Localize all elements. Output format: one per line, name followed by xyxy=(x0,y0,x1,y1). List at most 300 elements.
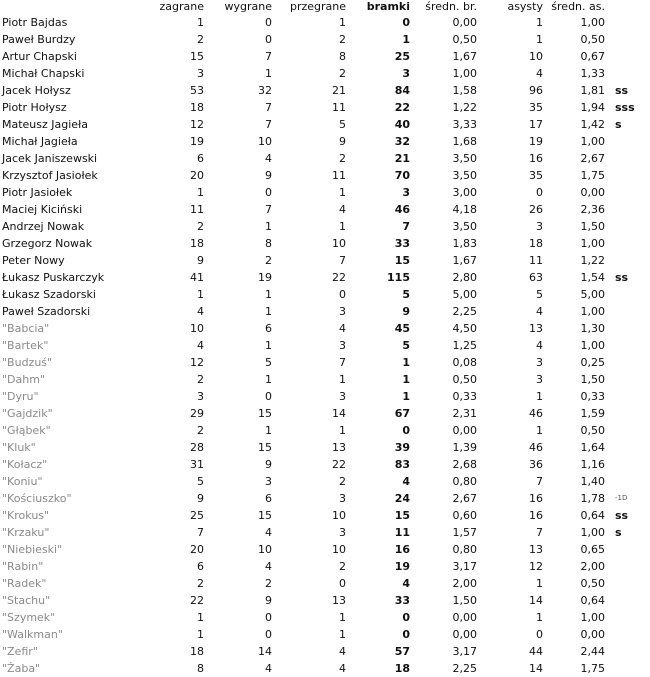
player-tag: s xyxy=(615,526,622,539)
games-won: 32 xyxy=(258,84,272,97)
player-tag xyxy=(607,337,650,354)
table-row xyxy=(0,14,650,31)
games-lost: 8 xyxy=(339,50,346,63)
header-avg-goals: średn. br. xyxy=(425,0,477,13)
games-lost: 22 xyxy=(332,271,346,284)
player-name: "Kościuszko" xyxy=(2,492,72,505)
games-won: 10 xyxy=(258,543,272,556)
avg-goals: 1,83 xyxy=(452,237,477,250)
table-row xyxy=(0,150,650,167)
games-played: 4 xyxy=(197,339,204,352)
games-won: 3 xyxy=(265,475,272,488)
table-row xyxy=(0,201,650,218)
games-played: 2 xyxy=(197,577,204,590)
assists: 46 xyxy=(529,407,543,420)
avg-goals: 0,80 xyxy=(452,475,477,488)
goals: 46 xyxy=(394,203,410,216)
games-lost: 0 xyxy=(339,577,346,590)
goals: 32 xyxy=(394,135,410,148)
player-tag xyxy=(607,473,650,490)
games-lost: 10 xyxy=(332,237,346,250)
assists: 18 xyxy=(529,237,543,250)
games-played: 28 xyxy=(190,441,204,454)
games-won: 0 xyxy=(265,390,272,403)
games-lost: 13 xyxy=(332,441,346,454)
assists: 5 xyxy=(536,288,543,301)
games-won: 6 xyxy=(265,492,272,505)
games-lost: 22 xyxy=(332,458,346,471)
goals: 0 xyxy=(402,424,410,437)
table-row xyxy=(0,371,650,388)
games-won: 0 xyxy=(265,16,272,29)
player-tag: -1D xyxy=(615,494,628,502)
avg-goals: 2,31 xyxy=(452,407,477,420)
games-won: 1 xyxy=(265,305,272,318)
player-name: "Radek" xyxy=(2,577,47,590)
avg-assists: 1,16 xyxy=(580,458,605,471)
player-name: Grzegorz Nowak xyxy=(2,237,93,250)
table-row xyxy=(0,575,650,592)
header-assists: asysty xyxy=(507,0,543,13)
assists: 35 xyxy=(529,169,543,182)
header-avg-assists: średn. as. xyxy=(551,0,605,13)
avg-goals: 0,00 xyxy=(452,611,477,624)
games-won: 1 xyxy=(265,288,272,301)
table-row xyxy=(0,558,650,575)
goals: 1 xyxy=(402,356,410,369)
player-tag xyxy=(607,456,650,473)
games-won: 7 xyxy=(265,118,272,131)
avg-goals: 0,50 xyxy=(452,33,477,46)
avg-goals: 3,50 xyxy=(452,220,477,233)
games-won: 0 xyxy=(265,186,272,199)
player-name: "Rabin" xyxy=(2,560,44,573)
games-won: 2 xyxy=(265,254,272,267)
player-tag xyxy=(607,439,650,456)
player-name: Maciej Kiciński xyxy=(2,203,83,216)
player-name: "Głąbek" xyxy=(2,424,51,437)
avg-goals: 3,50 xyxy=(452,152,477,165)
goals: 1 xyxy=(402,373,410,386)
goals: 4 xyxy=(402,475,410,488)
player-tag xyxy=(607,31,650,48)
player-tag xyxy=(607,643,650,660)
player-name: "Babcia" xyxy=(2,322,50,335)
avg-goals: 1,58 xyxy=(452,84,477,97)
games-played: 12 xyxy=(190,356,204,369)
avg-assists: 1,00 xyxy=(580,339,605,352)
player-name: Peter Nowy xyxy=(2,254,65,267)
games-won: 9 xyxy=(265,594,272,607)
table-row xyxy=(0,643,650,660)
avg-assists: 1,00 xyxy=(580,16,605,29)
games-lost: 1 xyxy=(339,424,346,437)
games-played: 29 xyxy=(190,407,204,420)
games-won: 0 xyxy=(265,611,272,624)
header-tag xyxy=(607,0,650,14)
avg-assists: 5,00 xyxy=(580,288,605,301)
assists: 4 xyxy=(536,305,543,318)
games-played: 25 xyxy=(190,509,204,522)
avg-goals: 1,67 xyxy=(452,50,477,63)
games-played: 4 xyxy=(197,305,204,318)
goals: 33 xyxy=(394,237,410,250)
goals: 22 xyxy=(394,101,410,114)
games-won: 4 xyxy=(265,526,272,539)
games-played: 53 xyxy=(190,84,204,97)
goals: 33 xyxy=(394,594,410,607)
avg-assists: 1,00 xyxy=(580,237,605,250)
games-won: 19 xyxy=(258,271,272,284)
goals: 0 xyxy=(402,16,410,29)
avg-assists: 1,64 xyxy=(580,441,605,454)
player-tag xyxy=(607,558,650,575)
games-played: 6 xyxy=(197,560,204,573)
player-tag xyxy=(607,609,650,626)
avg-assists: 1,54 xyxy=(580,271,605,284)
player-tag xyxy=(607,660,650,677)
games-lost: 11 xyxy=(332,169,346,182)
table-row xyxy=(0,626,650,643)
games-lost: 11 xyxy=(332,101,346,114)
player-name: "Szymek" xyxy=(2,611,56,624)
table-row xyxy=(0,218,650,235)
avg-goals: 1,25 xyxy=(452,339,477,352)
player-tag: sss xyxy=(615,101,635,114)
player-name: "Bartek" xyxy=(2,339,49,352)
goals: 3 xyxy=(402,67,410,80)
player-name: Andrzej Nowak xyxy=(2,220,85,233)
games-played: 5 xyxy=(197,475,204,488)
player-tag xyxy=(607,405,650,422)
games-played: 1 xyxy=(197,16,204,29)
games-won: 9 xyxy=(265,169,272,182)
player-name: Michał Jagieła xyxy=(2,135,78,148)
avg-goals: 5,00 xyxy=(452,288,477,301)
avg-goals: 0,00 xyxy=(452,424,477,437)
table-row xyxy=(0,541,650,558)
player-tag: ss xyxy=(615,84,629,97)
avg-goals: 3,33 xyxy=(452,118,477,131)
table-row xyxy=(0,31,650,48)
games-won: 15 xyxy=(258,509,272,522)
table-row xyxy=(0,592,650,609)
avg-goals: 3,50 xyxy=(452,169,477,182)
player-name: "Żaba" xyxy=(2,662,41,675)
goals: 70 xyxy=(394,169,410,182)
assists: 3 xyxy=(536,373,543,386)
table-row xyxy=(0,167,650,184)
assists: 10 xyxy=(529,50,543,63)
player-tag xyxy=(607,541,650,558)
table-row xyxy=(0,405,650,422)
player-name: Jacek Janiszewski xyxy=(2,152,98,165)
games-won: 4 xyxy=(265,560,272,573)
table-row xyxy=(0,99,650,116)
assists: 46 xyxy=(529,441,543,454)
avg-goals: 3,00 xyxy=(452,186,477,199)
games-won: 5 xyxy=(265,356,272,369)
games-played: 1 xyxy=(197,628,204,641)
goals: 84 xyxy=(394,84,410,97)
games-played: 10 xyxy=(190,322,204,335)
avg-assists: 1,42 xyxy=(580,118,605,131)
player-tag xyxy=(607,201,650,218)
avg-goals: 1,39 xyxy=(452,441,477,454)
games-lost: 1 xyxy=(339,220,346,233)
avg-assists: 0,65 xyxy=(580,543,605,556)
games-won: 1 xyxy=(265,339,272,352)
avg-goals: 1,00 xyxy=(452,67,477,80)
games-lost: 1 xyxy=(339,611,346,624)
avg-goals: 2,80 xyxy=(452,271,477,284)
games-played: 3 xyxy=(197,390,204,403)
goals: 15 xyxy=(394,509,410,522)
assists: 96 xyxy=(529,84,543,97)
games-played: 2 xyxy=(197,424,204,437)
player-tag xyxy=(607,320,650,337)
player-name: "Kołacz" xyxy=(2,458,48,471)
assists: 7 xyxy=(536,475,543,488)
player-name: "Krokus" xyxy=(2,509,50,522)
avg-assists: 2,36 xyxy=(580,203,605,216)
player-tag: ss xyxy=(615,509,629,522)
player-name: "Niebieski" xyxy=(2,543,63,556)
assists: 1 xyxy=(536,577,543,590)
games-lost: 3 xyxy=(339,305,346,318)
table-row xyxy=(0,48,650,65)
games-won: 1 xyxy=(265,373,272,386)
assists: 16 xyxy=(529,492,543,505)
games-lost: 1 xyxy=(339,186,346,199)
player-name: Łukasz Szadorski xyxy=(2,288,96,301)
games-won: 7 xyxy=(265,50,272,63)
games-played: 1 xyxy=(197,186,204,199)
player-tag xyxy=(607,167,650,184)
games-played: 18 xyxy=(190,237,204,250)
games-won: 7 xyxy=(265,203,272,216)
avg-assists: 1,94 xyxy=(580,101,605,114)
games-won: 1 xyxy=(265,220,272,233)
player-name: "Stachu" xyxy=(2,594,51,607)
games-lost: 3 xyxy=(339,390,346,403)
assists: 35 xyxy=(529,101,543,114)
avg-assists: 1,75 xyxy=(580,662,605,675)
avg-goals: 1,50 xyxy=(452,594,477,607)
player-name: Paweł Burdzy xyxy=(2,33,76,46)
table-row xyxy=(0,473,650,490)
games-lost: 10 xyxy=(332,543,346,556)
games-played: 6 xyxy=(197,152,204,165)
goals: 5 xyxy=(402,339,410,352)
games-played: 22 xyxy=(190,594,204,607)
games-won: 4 xyxy=(265,152,272,165)
avg-assists: 1,59 xyxy=(580,407,605,420)
avg-goals: 0,33 xyxy=(452,390,477,403)
avg-assists: 1,00 xyxy=(580,135,605,148)
assists: 1 xyxy=(536,33,543,46)
assists: 1 xyxy=(536,16,543,29)
player-name: "Budzuś" xyxy=(2,356,53,369)
goals: 18 xyxy=(394,662,410,675)
games-won: 15 xyxy=(258,407,272,420)
goals: 45 xyxy=(394,322,410,335)
goals: 25 xyxy=(394,50,410,63)
table-row xyxy=(0,422,650,439)
games-played: 18 xyxy=(190,101,204,114)
games-won: 6 xyxy=(265,322,272,335)
table-row xyxy=(0,388,650,405)
avg-goals: 0,00 xyxy=(452,628,477,641)
games-lost: 4 xyxy=(339,322,346,335)
goals: 0 xyxy=(402,611,410,624)
avg-assists: 1,40 xyxy=(580,475,605,488)
games-played: 11 xyxy=(190,203,204,216)
player-name: Michał Chapski xyxy=(2,67,85,80)
goals: 67 xyxy=(394,407,410,420)
games-won: 14 xyxy=(258,645,272,658)
assists: 3 xyxy=(536,356,543,369)
player-tag xyxy=(607,354,650,371)
games-lost: 5 xyxy=(339,118,346,131)
avg-assists: 1,81 xyxy=(580,84,605,97)
games-played: 2 xyxy=(197,220,204,233)
games-lost: 2 xyxy=(339,67,346,80)
games-played: 18 xyxy=(190,645,204,658)
goals: 15 xyxy=(394,254,410,267)
player-tag xyxy=(607,303,650,320)
player-name: "Kluk" xyxy=(2,441,36,454)
player-tag xyxy=(607,48,650,65)
assists: 1 xyxy=(536,611,543,624)
assists: 1 xyxy=(536,390,543,403)
games-lost: 7 xyxy=(339,356,346,369)
assists: 13 xyxy=(529,322,543,335)
header-player xyxy=(0,0,142,14)
player-name: "Koniu" xyxy=(2,475,43,488)
games-lost: 3 xyxy=(339,526,346,539)
games-lost: 2 xyxy=(339,560,346,573)
games-played: 2 xyxy=(197,373,204,386)
assists: 3 xyxy=(536,220,543,233)
avg-assists: 1,00 xyxy=(580,611,605,624)
goals: 1 xyxy=(402,33,410,46)
games-won: 8 xyxy=(265,237,272,250)
player-name: "Dyru" xyxy=(2,390,39,403)
table-row xyxy=(0,82,650,99)
avg-assists: 2,67 xyxy=(580,152,605,165)
assists: 11 xyxy=(529,254,543,267)
games-lost: 3 xyxy=(339,339,346,352)
table-row xyxy=(0,286,650,303)
games-lost: 1 xyxy=(339,16,346,29)
games-lost: 3 xyxy=(339,492,346,505)
goals: 21 xyxy=(394,152,410,165)
goals: 39 xyxy=(394,441,410,454)
avg-goals: 2,00 xyxy=(452,577,477,590)
assists: 12 xyxy=(529,560,543,573)
games-played: 3 xyxy=(197,67,204,80)
games-played: 31 xyxy=(190,458,204,471)
goals: 83 xyxy=(394,458,410,471)
goals: 115 xyxy=(387,271,410,284)
avg-goals: 1,68 xyxy=(452,135,477,148)
avg-assists: 0,64 xyxy=(580,509,605,522)
avg-goals: 0,08 xyxy=(452,356,477,369)
player-tag xyxy=(607,218,650,235)
games-lost: 21 xyxy=(332,84,346,97)
assists: 14 xyxy=(529,662,543,675)
avg-assists: 1,50 xyxy=(580,220,605,233)
games-won: 1 xyxy=(265,67,272,80)
player-tag xyxy=(607,422,650,439)
table-row xyxy=(0,65,650,82)
player-tag: ss xyxy=(615,271,629,284)
player-name: Paweł Szadorski xyxy=(2,305,91,318)
avg-assists: 1,75 xyxy=(580,169,605,182)
games-lost: 0 xyxy=(339,288,346,301)
avg-goals: 3,17 xyxy=(452,645,477,658)
games-won: 4 xyxy=(265,662,272,675)
games-won: 15 xyxy=(258,441,272,454)
avg-assists: 1,22 xyxy=(580,254,605,267)
player-name: Piotr Bajdas xyxy=(2,16,68,29)
assists: 1 xyxy=(536,424,543,437)
player-name: Artur Chapski xyxy=(2,50,77,63)
assists: 13 xyxy=(529,543,543,556)
games-won: 0 xyxy=(265,628,272,641)
avg-assists: 0,50 xyxy=(580,33,605,46)
avg-goals: 1,22 xyxy=(452,101,477,114)
avg-goals: 4,18 xyxy=(452,203,477,216)
games-lost: 4 xyxy=(339,645,346,658)
games-played: 2 xyxy=(197,33,204,46)
games-played: 9 xyxy=(197,492,204,505)
games-played: 20 xyxy=(190,543,204,556)
assists: 17 xyxy=(529,118,543,131)
avg-assists: 1,30 xyxy=(580,322,605,335)
player-tag xyxy=(607,626,650,643)
table-row xyxy=(0,303,650,320)
table-row xyxy=(0,660,650,677)
player-tag xyxy=(607,575,650,592)
avg-assists: 1,00 xyxy=(580,526,605,539)
assists: 7 xyxy=(536,526,543,539)
player-name: "Krzaku" xyxy=(2,526,50,539)
avg-assists: 1,00 xyxy=(580,305,605,318)
header-games-played: zagrane xyxy=(159,0,204,13)
avg-goals: 2,25 xyxy=(452,305,477,318)
player-tag xyxy=(607,252,650,269)
games-won: 0 xyxy=(265,33,272,46)
player-tag xyxy=(607,65,650,82)
table-row xyxy=(0,507,650,524)
header-row xyxy=(0,0,650,14)
games-played: 15 xyxy=(190,50,204,63)
goals: 19 xyxy=(394,560,410,573)
games-played: 20 xyxy=(190,169,204,182)
avg-assists: 0,67 xyxy=(580,50,605,63)
player-name: Piotr Jasiołek xyxy=(2,186,73,199)
assists: 63 xyxy=(529,271,543,284)
player-tag xyxy=(607,371,650,388)
games-lost: 2 xyxy=(339,33,346,46)
avg-assists: 0,50 xyxy=(580,424,605,437)
player-name: "Walkman" xyxy=(2,628,63,641)
header-games-won: wygrane xyxy=(224,0,272,13)
games-lost: 4 xyxy=(339,662,346,675)
games-won: 7 xyxy=(265,101,272,114)
